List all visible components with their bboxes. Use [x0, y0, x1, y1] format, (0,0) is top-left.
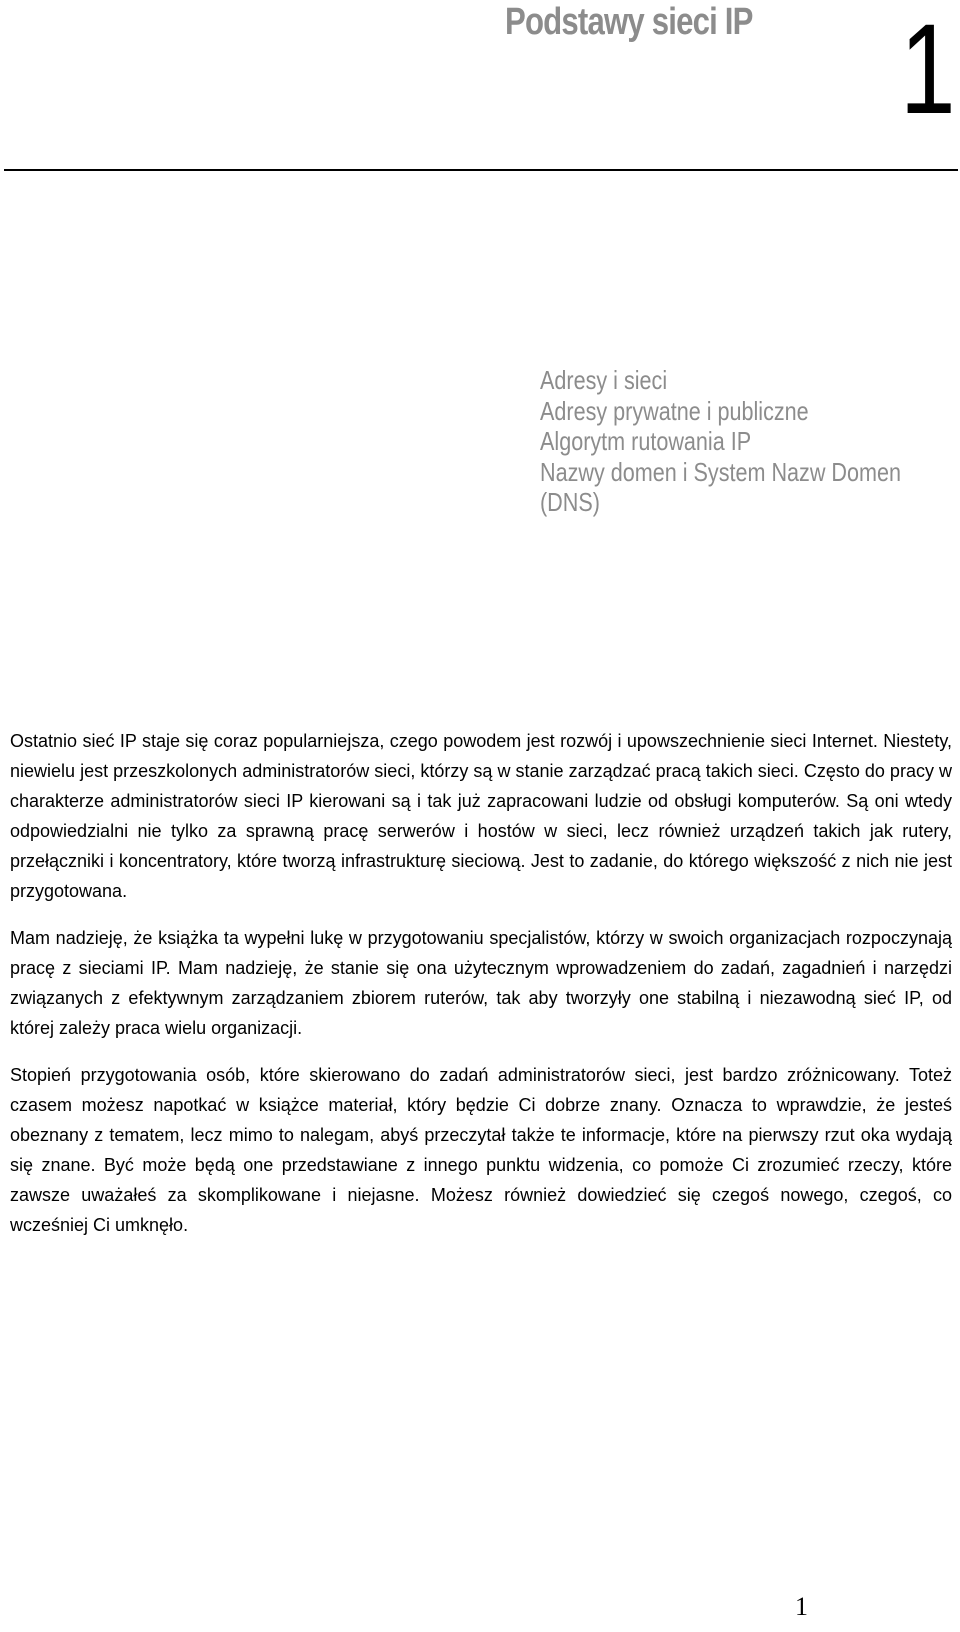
paragraph-2: Mam nadzieję, że książka ta wypełni lukę w przygotowaniu specjalistów, którzy w swoich organizacjach rozpoczynają pracę z sieciami IP. Mam nadzieję, że stanie się ona użytecznym wprowadzeniem do zadań, zagadnień i narzędzi związanych z efektywnym zarządzaniem zbiorem ruterów, tak aby tworzyły one stabilną i niezawodną sieć IP, od której zależy praca wielu organizacji.: [10, 928, 952, 1038]
chapter-topics-list: [540, 365, 960, 518]
chapter-number: 1: [900, 0, 956, 141]
paragraph-1: Ostatnio sieć IP staje się coraz popularniejsza, czego powodem jest rozwój i upowszechnienie sieci Internet. Niestety, niewielu jest przeszkolonych administratorów sieci, którzy są w stanie zarządzać pracą takich sieci. Często do pracy w charakterze administratorów sieci IP kierowani są i tak już zapracowani ludzie od obsługi komputerów. Są oni wtedy odpowiedzialni nie tylko za sprawną pracę serwerów i hostów w sieci, lecz również urządzeń takich jak rutery, przełączniki i koncentratory, które tworzą infrastrukturę sieciową. Jest to zadanie, do którego większość z nich nie jest przygotowana.: [10, 731, 952, 901]
body-text: [10, 726, 952, 1257]
topic-item: Adresy prywatne i publiczne: [540, 395, 809, 426]
topic-item: Nazwy domen i System Nazw Domen: [540, 456, 901, 487]
topic-item: Adresy i sieci: [540, 365, 668, 395]
topic-item: Algorytm rutowania IP: [540, 426, 752, 456]
chapter-title: Podstawy sieci IP: [505, 1, 753, 43]
paragraph-3: Stopień przygotowania osób, które skierowano do zadań administratorów sieci, jest bardzo zróżnicowany. Toteż czasem możesz napotkać w książce materiał, który będzie Ci dobrze znany. Oznacza to wprawdzie, że jesteś obeznany z tematem, lecz mimo to nalegam, abyś przeczytał także te informacje, które na pierwszy rzut oka wydają się znane. Być może będą one przedstawiane z innego punktu widzenia, co pomoże Ci zrozumieć rzeczy, które zawsze uważałeś za skomplikowane i niejasne. Możesz również dowiedzieć się czegoś nowego, czegoś, co wcześniej Ci umknęło.: [10, 1065, 952, 1235]
header-rule: [4, 169, 958, 171]
page-number: 1: [795, 1592, 808, 1621]
topic-item: (DNS): [540, 487, 600, 517]
